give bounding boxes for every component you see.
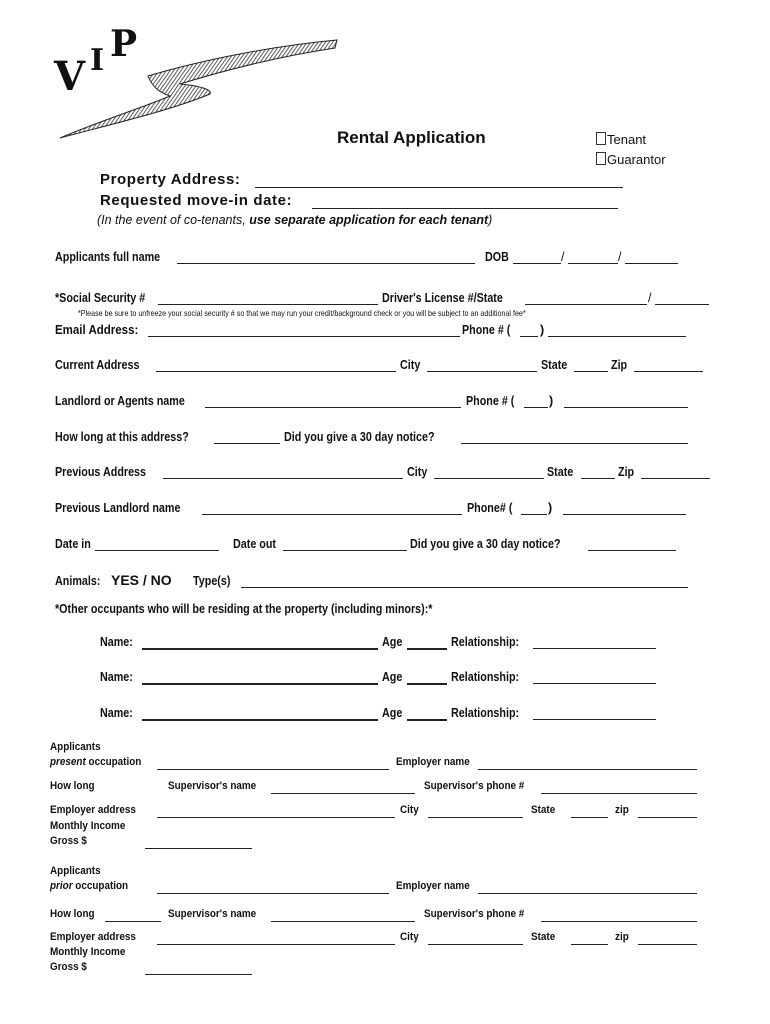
date-in-field[interactable]	[95, 550, 219, 551]
occupant-relationship-field[interactable]	[533, 719, 656, 720]
prior-occupation-heading-line1: Applicants	[50, 865, 101, 877]
occupant-relationship-label: Relationship:	[451, 670, 520, 684]
current-address-field[interactable]	[156, 371, 396, 372]
prev-phone-label: Phone# (	[467, 501, 513, 515]
present-occupation-heading-line2: present occupation	[50, 756, 142, 768]
dob-label: DOB	[485, 250, 509, 264]
occupant-age-field[interactable]	[407, 719, 447, 721]
guarantor-label: Guarantor	[607, 152, 666, 167]
present-occupation-heading-line1: Applicants	[50, 741, 101, 753]
prior-state-field[interactable]	[571, 944, 608, 945]
present-city-label: City	[400, 804, 419, 816]
prev-city-field[interactable]	[434, 478, 544, 479]
property-address-field[interactable]	[255, 187, 623, 188]
prior-gross-field[interactable]	[145, 974, 252, 975]
present-occupation-field[interactable]	[157, 769, 389, 770]
prev-phone-area-field[interactable]	[521, 514, 547, 515]
phone-close: )	[540, 323, 545, 337]
checkbox-icon	[596, 152, 606, 165]
property-address-label: Property Address:	[100, 171, 241, 188]
prev-landlord-label: Previous Landlord name	[55, 501, 181, 515]
email-label: Email Address:	[55, 323, 139, 337]
date-out-field[interactable]	[283, 550, 407, 551]
landlord-phone-field[interactable]	[564, 407, 688, 408]
prev-phone-close: )	[548, 501, 553, 515]
logo-letter-i: I	[90, 43, 105, 78]
applicant-name-label: Applicants full name	[55, 250, 161, 264]
prior-city-field[interactable]	[428, 944, 523, 945]
prev-city-label: City	[407, 465, 428, 479]
notice-field[interactable]	[461, 443, 688, 444]
prior-city-label: City	[400, 931, 419, 943]
prior-occupation-heading-line2: prior occupation	[50, 880, 129, 892]
move-in-date-field[interactable]	[312, 208, 618, 209]
license-state-field[interactable]	[655, 304, 709, 305]
occupant-age-label: Age	[382, 670, 403, 684]
landlord-phone-label: Phone # (	[466, 394, 515, 408]
present-employer-field[interactable]	[478, 769, 697, 770]
prior-employer-label: Employer name	[396, 880, 470, 892]
current-zip-label: Zip	[611, 358, 628, 372]
current-state-label: State	[541, 358, 568, 372]
how-long-field[interactable]	[214, 443, 280, 444]
present-income-label: Monthly Income	[50, 820, 126, 832]
date-in-label: Date in	[55, 537, 91, 551]
dob-separator: /	[561, 250, 565, 264]
logo-letter-p: P	[110, 24, 138, 65]
prior-how-long-field[interactable]	[105, 921, 161, 922]
phone-label: Phone # (	[462, 323, 511, 337]
occupant-name-label: Name:	[100, 635, 133, 649]
occupant-age-label: Age	[382, 706, 403, 720]
prior-gross-label: Gross $	[50, 961, 87, 973]
landlord-phone-close: )	[549, 394, 554, 408]
logo-letter-v: V	[54, 53, 86, 100]
present-state-field[interactable]	[571, 817, 608, 818]
date-out-label: Date out	[233, 537, 276, 551]
occupant-relationship-label: Relationship:	[451, 706, 520, 720]
current-zip-field[interactable]	[634, 371, 703, 372]
prior-employer-address-label: Employer address	[50, 931, 136, 943]
animals-yes-no-options[interactable]: YES / NO	[111, 572, 172, 588]
present-zip-field[interactable]	[638, 817, 697, 818]
prior-zip-field[interactable]	[638, 944, 697, 945]
prior-occupation-field[interactable]	[157, 893, 389, 894]
prev-phone-field[interactable]	[563, 514, 686, 515]
occupant-relationship-field[interactable]	[533, 683, 656, 684]
prior-zip-label: zip	[615, 931, 629, 943]
current-city-label: City	[400, 358, 421, 372]
occupant-age-field[interactable]	[407, 683, 447, 685]
occupant-name-field[interactable]	[142, 719, 378, 721]
vip-logo	[52, 24, 352, 144]
applicant-name-field[interactable]	[177, 263, 475, 264]
notice-label: Did you give a 30 day notice?	[284, 430, 435, 444]
occupant-age-label: Age	[382, 635, 403, 649]
present-employer-label: Employer name	[396, 756, 470, 768]
occupant-age-field[interactable]	[407, 648, 447, 650]
occupant-name-label: Name:	[100, 706, 133, 720]
phone-area-code-field[interactable]	[520, 336, 538, 337]
present-supervisor-label: Supervisor's name	[168, 780, 257, 792]
other-occupants-label: *Other occupants who will be residing at the property (including minors):*	[55, 602, 433, 616]
present-supervisor-field[interactable]	[271, 793, 415, 794]
present-zip-label: zip	[615, 804, 629, 816]
present-supervisor-phone-field[interactable]	[541, 793, 697, 794]
present-state-label: State	[531, 804, 556, 816]
prior-supervisor-field[interactable]	[271, 921, 415, 922]
move-in-date-label: Requested move-in date:	[100, 192, 293, 209]
present-employer-address-field[interactable]	[157, 817, 395, 818]
prev-state-field[interactable]	[581, 478, 615, 479]
checkbox-icon	[596, 132, 606, 145]
dob-month-field[interactable]	[513, 263, 561, 264]
license-separator: /	[648, 291, 652, 305]
occupant-relationship-label: Relationship:	[451, 635, 520, 649]
prior-income-label: Monthly Income	[50, 946, 126, 958]
animal-types-label: Type(s)	[193, 574, 231, 588]
occupant-name-field[interactable]	[142, 648, 378, 650]
prev-landlord-field[interactable]	[202, 514, 462, 515]
email-field[interactable]	[148, 336, 460, 337]
animal-types-field[interactable]	[241, 587, 688, 588]
prior-employer-field[interactable]	[478, 893, 697, 894]
prior-supervisor-phone-label: Supervisor's phone #	[424, 908, 525, 920]
prev-address-label: Previous Address	[55, 465, 147, 479]
landlord-phone-area-field[interactable]	[524, 407, 548, 408]
prior-supervisor-phone-field[interactable]	[541, 921, 697, 922]
prev-state-label: State	[547, 465, 574, 479]
prev-notice-field[interactable]	[588, 550, 676, 551]
tenant-label: Tenant	[607, 132, 647, 147]
dob-year-field[interactable]	[625, 263, 678, 264]
dob-day-field[interactable]	[568, 263, 618, 264]
ssn-unfreeze-note: *Please be sure to unfreeze your social security # so that we may run your credit/background check or you will be subject to an additional fee*	[78, 308, 526, 318]
animals-label: Animals:	[55, 574, 101, 588]
tenant-checkbox[interactable]	[596, 132, 646, 147]
prior-how-long-label: How long	[50, 908, 95, 920]
prev-zip-label: Zip	[618, 465, 635, 479]
landlord-name-label: Landlord or Agents name	[55, 394, 185, 408]
current-state-field[interactable]	[574, 371, 608, 372]
present-gross-label: Gross $	[50, 835, 87, 847]
present-supervisor-phone-label: Supervisor's phone #	[424, 780, 525, 792]
drivers-license-label: Driver's License #/State	[382, 291, 503, 305]
present-employer-address-label: Employer address	[50, 804, 136, 816]
occupant-name-field[interactable]	[142, 683, 378, 685]
prior-state-label: State	[531, 931, 556, 943]
occupant-relationship-field[interactable]	[533, 648, 656, 649]
ssn-field[interactable]	[158, 304, 378, 305]
dob-separator: /	[618, 250, 622, 264]
present-gross-field[interactable]	[145, 848, 252, 849]
co-tenant-note: (In the event of co-tenants, use separate application for each tenant)	[97, 213, 493, 227]
phone-number-field[interactable]	[548, 336, 686, 337]
occupant-name-label: Name:	[100, 670, 133, 684]
prev-zip-field[interactable]	[641, 478, 710, 479]
prev-notice-label: Did you give a 30 day notice?	[410, 537, 561, 551]
present-how-long-label: How long	[50, 780, 95, 792]
current-address-label: Current Address	[55, 358, 140, 372]
form-title: Rental Application	[337, 128, 486, 147]
guarantor-checkbox[interactable]	[596, 152, 666, 167]
prior-employer-address-field[interactable]	[157, 944, 395, 945]
drivers-license-field[interactable]	[525, 304, 647, 305]
ssn-label: *Social Security #	[55, 291, 146, 305]
prev-address-field[interactable]	[163, 478, 403, 479]
current-city-field[interactable]	[427, 371, 537, 372]
prior-supervisor-label: Supervisor's name	[168, 908, 257, 920]
landlord-name-field[interactable]	[205, 407, 461, 408]
how-long-label: How long at this address?	[55, 430, 189, 444]
present-city-field[interactable]	[428, 817, 523, 818]
